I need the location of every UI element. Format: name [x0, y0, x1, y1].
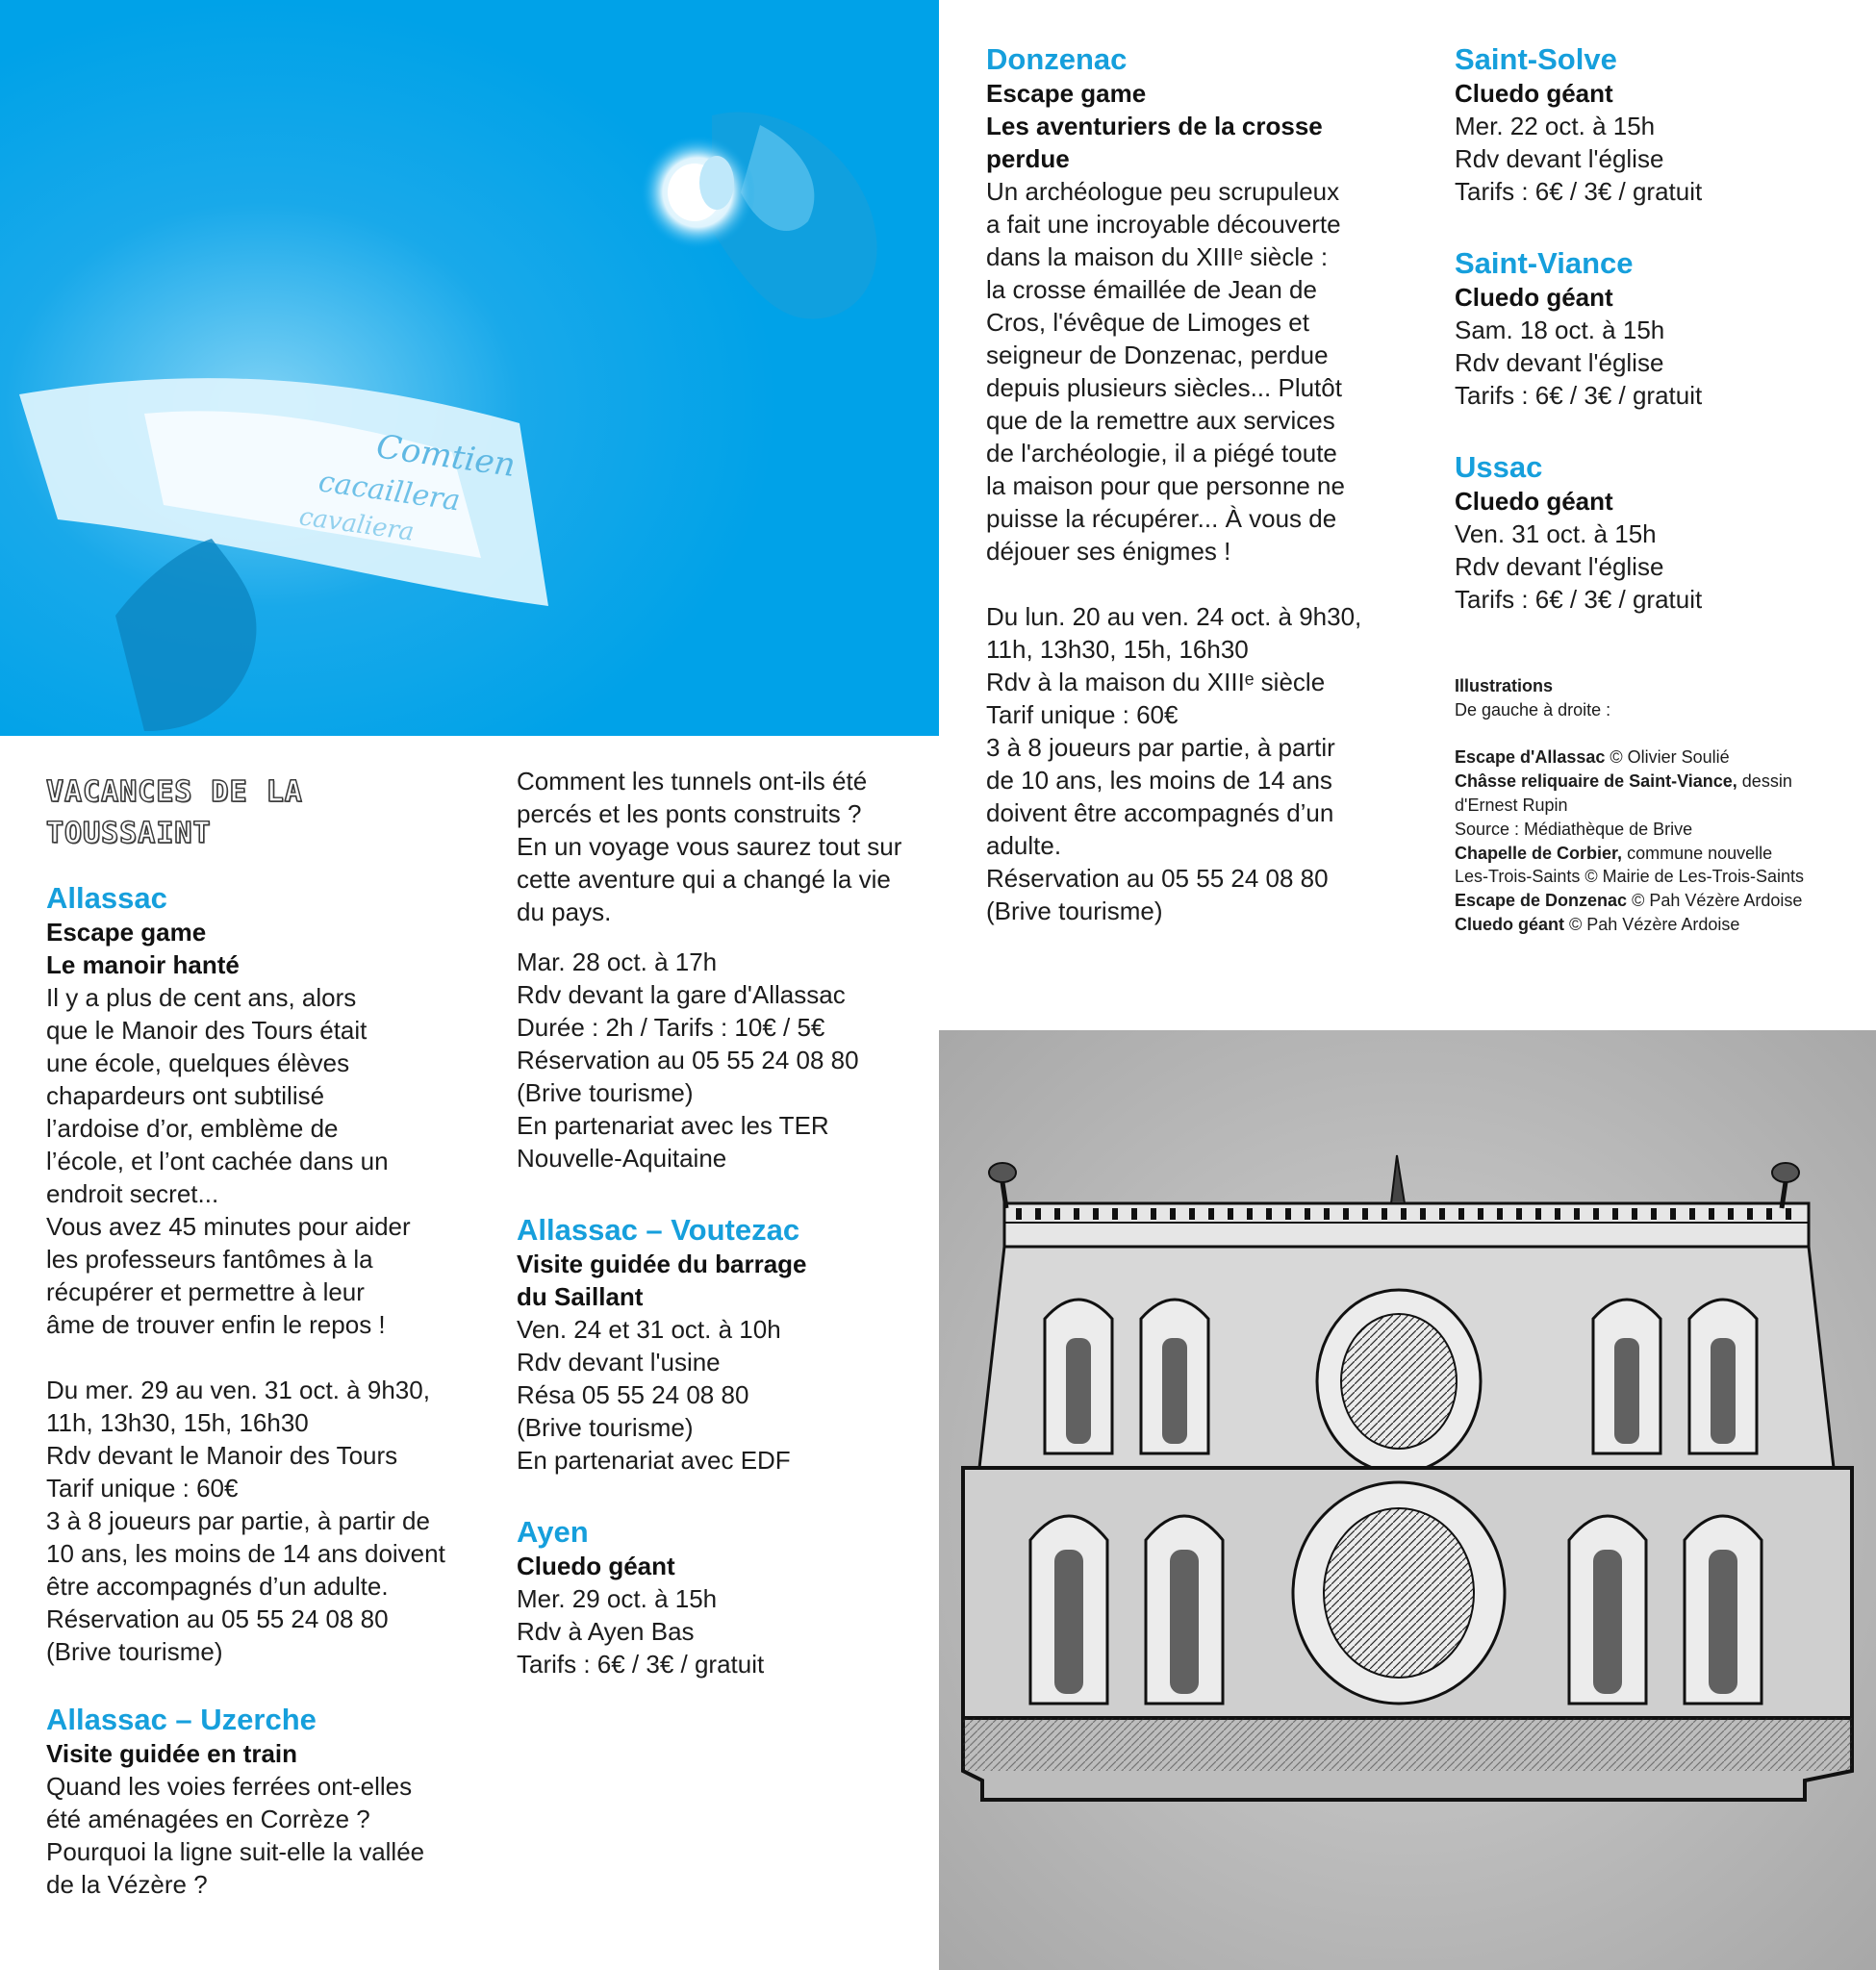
info-line: de 10 ans, les moins de 14 ans [986, 766, 1332, 795]
event-type: du Saillant [517, 1282, 644, 1311]
info-line: Rdv devant le Manoir des Tours [46, 1441, 398, 1470]
info-line: Rdv à la maison du XIIIᵉ siècle [986, 668, 1326, 696]
info-line: Tarifs : 6€ / 3€ / gratuit [1455, 177, 1703, 206]
credits-heading: Illustrations [1455, 676, 1554, 695]
event-type: Escape game [986, 79, 1147, 108]
desc-line: cette aventure qui a changé la vie [517, 865, 891, 894]
credit-rest: © Pah Vézère Ardoise [1627, 891, 1803, 911]
info-line: Rdv devant l'église [1455, 348, 1664, 377]
desc-line: Cros, l'évêque de Limoges et [986, 308, 1309, 337]
credit-bold: Châsse reliquaire de Saint-Viance, [1455, 771, 1737, 792]
illustration-credits [1455, 674, 1859, 937]
credit-line [1455, 889, 1859, 913]
info-line: 11h, 13h30, 15h, 16h30 [46, 1408, 309, 1437]
event-allassac [46, 881, 450, 1668]
event-type: Visite guidée en train [46, 1739, 298, 1768]
credit-rest: commune nouvelle [1622, 843, 1773, 863]
chasse-reliquaire-drawing [939, 1030, 1876, 1970]
info-line: doivent être accompagnés d’un [986, 798, 1334, 827]
city-heading: Donzenac [986, 42, 1128, 76]
info-line: Du mer. 29 au ven. 31 oct. à 9h30, [46, 1376, 430, 1404]
desc-line: endroit secret... [46, 1179, 219, 1208]
credit-rest: dessin [1737, 771, 1792, 792]
info-line: (Brive tourisme) [517, 1078, 694, 1107]
city-heading: Allassac – Voutezac [517, 1213, 800, 1247]
info-line: Tarifs : 6€ / 3€ / gratuit [1455, 585, 1703, 614]
credit-line [1455, 842, 1859, 866]
info-line: Sam. 18 oct. à 15h [1455, 316, 1665, 344]
desc-line: En un voyage vous saurez tout sur [517, 832, 902, 861]
desc-line: a fait une incroyable découverte [986, 210, 1341, 239]
info-line: Réservation au 05 55 24 08 80 [517, 1046, 859, 1074]
desc-line: Il y a plus de cent ans, alors [46, 983, 357, 1012]
desc-line: Un archéologue peu scrupuleux [986, 177, 1340, 206]
city-heading: Allassac [46, 881, 167, 915]
info-line: (Brive tourisme) [517, 1413, 694, 1442]
event-allassac-uzerche [46, 1703, 450, 1901]
event-allassac-voutezac [517, 1213, 921, 1477]
event-donzenac [986, 42, 1409, 927]
photo-illustration [0, 0, 939, 736]
credit-line [1455, 770, 1859, 794]
event-type: Escape game [46, 918, 207, 947]
credit-line [1455, 818, 1859, 842]
desc-line: été aménagées en Corrèze ? [46, 1805, 370, 1833]
info-line: Réservation au 05 55 24 08 80 [46, 1604, 389, 1633]
section-title-line2: TOUSSAINT [46, 817, 212, 850]
section-title [46, 771, 450, 854]
info-line: être accompagnés d’un adulte. [46, 1572, 389, 1601]
city-heading: Ussac [1455, 450, 1543, 484]
column-3 [986, 42, 1409, 927]
info-line: Résa 05 55 24 08 80 [517, 1380, 749, 1409]
column-2 [517, 765, 921, 1680]
desc-line: les professeurs fantômes à la [46, 1245, 373, 1274]
event-saint-viance [1455, 246, 1859, 412]
desc-line: une école, quelques élèves [46, 1048, 350, 1077]
info-line: Du lun. 20 au ven. 24 oct. à 9h30, [986, 602, 1362, 631]
info-line: Tarifs : 6€ / 3€ / gratuit [517, 1650, 765, 1679]
desc-line: Pourquoi la ligne suit-elle la vallée [46, 1837, 425, 1866]
event-name: perdue [986, 144, 1070, 173]
desc-line: que le Manoir des Tours était [46, 1016, 368, 1045]
info-line: Mar. 28 oct. à 17h [517, 947, 718, 976]
info-line: Rdv devant l'église [1455, 552, 1664, 581]
info-line: Réservation au 05 55 24 08 80 [986, 864, 1329, 893]
info-line: Tarifs : 6€ / 3€ / gratuit [1455, 381, 1703, 410]
event-saint-solve [1455, 42, 1859, 208]
credit-rest: Source : Médiathèque de Brive [1455, 819, 1693, 839]
event-name: Le manoir hanté [46, 950, 240, 979]
info-line: Ven. 24 et 31 oct. à 10h [517, 1315, 781, 1344]
desc-line: la maison pour que personne ne [986, 471, 1345, 500]
credit-line [1455, 794, 1859, 818]
credit-line [1455, 865, 1859, 889]
info-line: Rdv à Ayen Bas [517, 1617, 695, 1646]
desc-line: l’école, et l’ont cachée dans un [46, 1147, 389, 1175]
credit-rest: Les-Trois-Saints © Mairie de Les-Trois-Saints [1455, 867, 1805, 887]
event-ussac [1455, 450, 1859, 616]
desc-line: récupérer et permettre à leur [46, 1277, 365, 1306]
city-heading: Ayen [517, 1515, 589, 1549]
credit-line [1455, 745, 1859, 770]
event-ayen [517, 1515, 921, 1680]
desc-line: chapardeurs ont subtilisé [46, 1081, 325, 1110]
info-line: (Brive tourisme) [46, 1637, 223, 1666]
info-line: 10 ans, les moins de 14 ans doivent [46, 1539, 445, 1568]
event-type: Cluedo géant [1455, 79, 1613, 108]
info-line: En partenariat avec EDF [517, 1446, 791, 1475]
escape-game-photo [0, 0, 939, 736]
desc-line: déjouer ses énigmes ! [986, 537, 1231, 566]
desc-line: que de la remettre aux services [986, 406, 1335, 435]
desc-line: Vous avez 45 minutes pour aider [46, 1212, 411, 1241]
city-heading: Saint-Solve [1455, 42, 1617, 76]
event-allassac-uzerche-continued [517, 765, 921, 1174]
credit-bold: Escape de Donzenac [1455, 891, 1628, 911]
info-line: Ven. 31 oct. à 15h [1455, 519, 1657, 548]
credit-bold: Cluedo géant [1455, 914, 1565, 934]
info-line: Mer. 22 oct. à 15h [1455, 112, 1656, 140]
desc-line: dans la maison du XIIIᵉ siècle : [986, 242, 1329, 271]
city-heading: Saint-Viance [1455, 246, 1634, 280]
event-type: Visite guidée du barrage [517, 1250, 807, 1278]
reliquary-illustration [939, 1030, 1876, 1970]
city-heading: Allassac – Uzerche [46, 1703, 317, 1736]
info-line: En partenariat avec les TER [517, 1111, 829, 1140]
column-1 [46, 771, 450, 1901]
info-line: 11h, 13h30, 15h, 16h30 [986, 635, 1249, 664]
desc-line: Quand les voies ferrées ont-elles [46, 1772, 413, 1801]
credit-rest: d'Ernest Rupin [1455, 795, 1568, 815]
desc-line: seigneur de Donzenac, perdue [986, 341, 1329, 369]
info-line: adulte. [986, 831, 1062, 860]
desc-line: percés et les ponts construits ? [517, 799, 862, 828]
svg-text:Comtien: Comtien [373, 427, 519, 486]
info-line: Tarif unique : 60€ [986, 700, 1179, 729]
desc-line: la crosse émaillée de Jean de [986, 275, 1317, 304]
info-line: Rdv devant la gare d'Allassac [517, 980, 846, 1009]
credit-line [1455, 913, 1859, 937]
desc-line: puisse la récupérer... À vous de [986, 504, 1337, 533]
desc-line: Comment les tunnels ont-ils été [517, 767, 868, 796]
desc-line: l’ardoise d’or, emblème de [46, 1114, 339, 1143]
column-4 [1455, 42, 1859, 616]
info-line: 3 à 8 joueurs par partie, à partir de [46, 1506, 430, 1535]
info-line: Rdv devant l'usine [517, 1348, 721, 1376]
credit-bold: Chapelle de Corbier, [1455, 843, 1623, 863]
info-line: (Brive tourisme) [986, 897, 1163, 925]
info-line: Tarif unique : 60€ [46, 1474, 239, 1503]
info-line: Rdv devant l'église [1455, 144, 1664, 173]
info-line: 3 à 8 joueurs par partie, à partir [986, 733, 1335, 762]
section-title-line1: VACANCES DE LA [46, 775, 303, 809]
desc-line: de la Vézère ? [46, 1870, 208, 1899]
svg-text:cacaillera: cacaillera [316, 465, 463, 518]
credit-rest: © Olivier Soulié [1605, 747, 1730, 768]
credit-bold: Escape d'Allassac [1455, 747, 1606, 768]
desc-line: âme de trouver enfin le repos ! [46, 1310, 386, 1339]
desc-line: depuis plusieurs siècles... Plutôt [986, 373, 1342, 402]
info-line: Mer. 29 oct. à 15h [517, 1584, 718, 1613]
info-line: Nouvelle-Aquitaine [517, 1144, 727, 1173]
credit-rest: © Pah Vézère Ardoise [1564, 914, 1740, 934]
event-name: Les aventuriers de la crosse [986, 112, 1323, 140]
event-type: Cluedo géant [1455, 487, 1613, 516]
desc-line: du pays. [517, 897, 612, 926]
desc-line: de l'archéologie, il a piégé toute [986, 439, 1337, 467]
event-type: Cluedo géant [517, 1552, 675, 1580]
credits-intro: De gauche à droite : [1455, 699, 1611, 720]
info-line: Durée : 2h / Tarifs : 10€ / 5€ [517, 1013, 825, 1042]
svg-text:cavaliera: cavaliera [297, 502, 417, 547]
event-type: Cluedo géant [1455, 283, 1613, 312]
